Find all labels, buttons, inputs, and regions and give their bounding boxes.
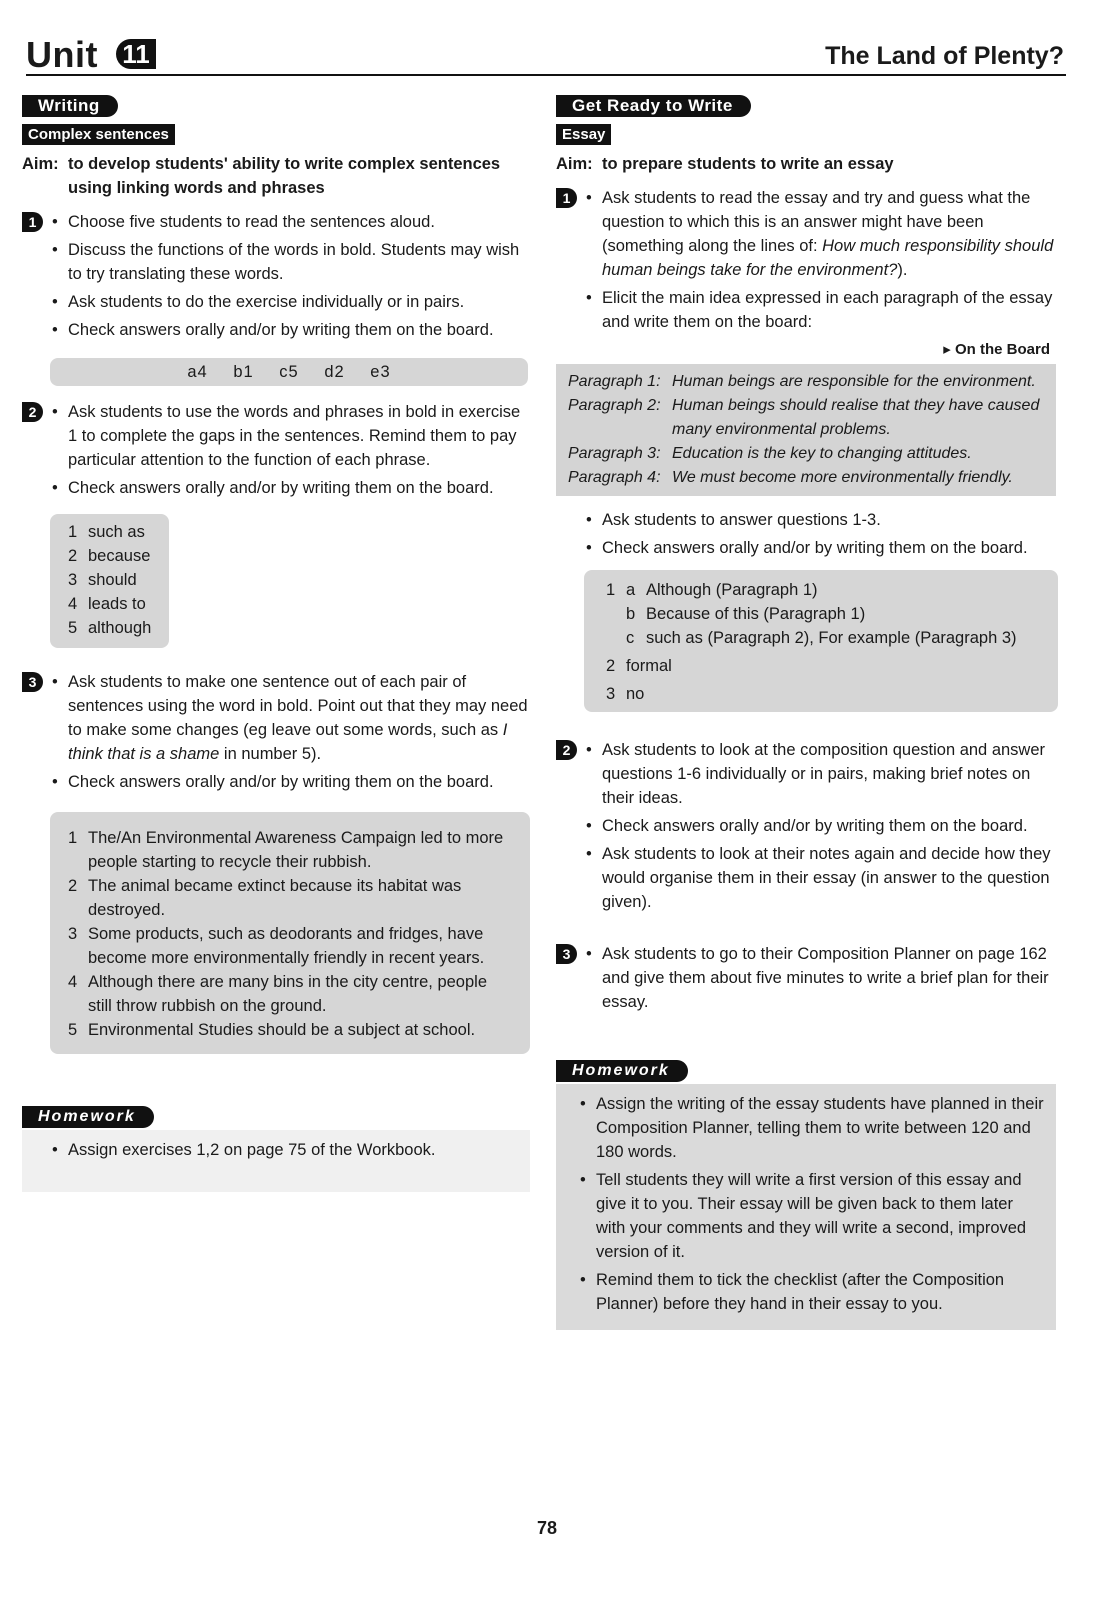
board-row: Paragraph 4: We must become more environmentally friendly. xyxy=(568,469,1013,486)
answer-row: 4 leads to xyxy=(68,595,146,613)
homework-box xyxy=(556,1084,1056,1330)
answer-row: 4 Although there are many bins in the city centre, people still throw rubbish on the ground. xyxy=(68,973,487,1015)
exercise-number-badge: 1 xyxy=(556,188,577,208)
bullet-list xyxy=(22,210,530,342)
bullet-item: • Assign exercises 1,2 on page 75 of the Workbook. xyxy=(52,1138,514,1162)
answer-row: 2 formal xyxy=(606,657,672,675)
bullet-list xyxy=(38,1138,514,1162)
exercise-1-notes xyxy=(22,210,530,342)
aim-label: Aim: xyxy=(22,155,59,173)
exercise-3-notes xyxy=(556,942,1056,1014)
bullet-item: • Check answers orally and/or by writing them on the board. xyxy=(586,814,1056,838)
sub-tag-complex-sentences: Complex sentences xyxy=(22,124,175,145)
board-row: Paragraph 1: Human beings are responsible for the environment. xyxy=(568,373,1036,390)
answer-key-right-exercise-1 xyxy=(584,570,1058,712)
bullet-item: • Check answers orally and/or by writing them on the board. xyxy=(52,318,530,342)
answer-row: 1 such as xyxy=(68,523,145,541)
bullet-item: • Ask students to make one sentence out of each pair of sentences using the word in bold. Point out that they may need to make some changes (eg leave out some words, such as I think that is a shame in number 5). xyxy=(52,670,530,766)
aim-line-1: to develop students' ability to write complex sentences xyxy=(68,155,501,173)
answer-row: 5 although xyxy=(68,619,152,637)
on-the-board-label: ▸ On the Board xyxy=(943,341,1050,358)
answer-row: 1 a Although (Paragraph 1) b Because of this (Paragraph 1) c such as (Paragraph 2), For example (Paragraph 3) xyxy=(606,581,1017,647)
answer-key-exercise-1 xyxy=(50,358,528,386)
homework-box xyxy=(22,1130,530,1192)
unit-number-badge: 11 xyxy=(116,39,156,69)
exercise-2-notes xyxy=(22,400,530,500)
bullet-item: • Ask students to look at their notes again and decide how they would organise them in their essay (in answer to the question given). xyxy=(586,842,1056,914)
section-tag-get-ready: Get Ready to Write xyxy=(556,95,751,117)
italic-example: I think that is a shame xyxy=(68,721,508,763)
bullet-item: • Check answers orally and/or by writing them on the board. xyxy=(52,476,530,500)
answer-row: 3 Some products, such as deodorants and fridges, have become more environmentally friendly in recent years. xyxy=(68,925,485,967)
bullet-item: • Choose five students to read the sentences aloud. xyxy=(52,210,530,234)
right-column xyxy=(556,94,1056,1330)
sub-tag-essay: Essay xyxy=(556,124,611,145)
answer-row: 3 no xyxy=(606,685,645,703)
bullet-list xyxy=(556,186,1056,334)
exercise-number-badge: 3 xyxy=(22,672,43,692)
answer-row: 2 because xyxy=(68,547,151,565)
section-tag-writing: Writing xyxy=(22,95,118,117)
exercise-number-badge: 2 xyxy=(22,402,43,422)
page-number: 78 xyxy=(536,1518,558,1538)
bullet-list xyxy=(556,508,1056,560)
aim-get-ready xyxy=(556,152,1056,176)
aim-line-2: using linking words and phrases xyxy=(68,179,325,197)
answer-row: 2 The animal became extinct because its habitat was destroyed. xyxy=(68,877,462,919)
answer-key-exercise-3 xyxy=(50,812,530,1054)
bullet-list xyxy=(566,1092,1046,1316)
answer-item: b1 xyxy=(233,363,254,381)
bullet-list xyxy=(22,400,530,500)
answer-key-exercise-2 xyxy=(50,514,169,648)
aim-line-1: to prepare students to write an essay xyxy=(602,155,894,173)
bullet-item: • Ask students to look at the composition question and answer questions 1-6 individually or in pairs, making brief notes on their ideas. xyxy=(586,738,1056,810)
answer-row: 5 Environmental Studies should be a subject at school. xyxy=(68,1021,476,1039)
exercise-1-notes xyxy=(556,186,1056,334)
answer-item: c5 xyxy=(279,363,299,381)
arrow-right-icon: ▸ xyxy=(943,341,951,358)
bullet-list xyxy=(556,942,1056,1014)
bullet-item: • Tell students they will write a first version of this essay and give it to you. Their essay will be given back to them later with your comments and they will write a second, improved version of it. xyxy=(580,1168,1046,1264)
aim-label: Aim: xyxy=(556,155,593,173)
exercise-number-badge: 3 xyxy=(556,944,577,964)
exercise-2-notes xyxy=(556,738,1056,914)
bullet-item: • Ask students to go to their Composition Planner on page 162 and give them about five minutes to write a brief plan for their essay. xyxy=(586,942,1056,1014)
italic-question: How much responsibility should human beings take for the environment? xyxy=(602,237,1054,279)
on-the-board-box xyxy=(556,364,1056,496)
aim-writing xyxy=(22,152,530,200)
bullet-item: • Ask students to do the exercise individually or in pairs. xyxy=(52,290,530,314)
page-header xyxy=(26,30,1066,76)
bullet-item: • Remind them to tick the checklist (after the Composition Planner) before they hand in their essay to you. xyxy=(580,1268,1046,1316)
bullet-item: • Check answers orally and/or by writing them on the board. xyxy=(52,770,530,794)
left-column xyxy=(22,94,530,1192)
answer-item: a4 xyxy=(187,363,208,381)
exercise-3-notes xyxy=(22,670,530,794)
unit-title: The Land of Plenty? xyxy=(825,42,1064,70)
bullet-item: • Discuss the functions of the words in bold. Students may wish to try translating these words. xyxy=(52,238,530,286)
board-row: Paragraph 3: Education is the key to changing attitudes. xyxy=(568,445,972,462)
answer-item: d2 xyxy=(324,363,345,381)
homework-tag: Homework xyxy=(22,1106,154,1128)
answer-item: e3 xyxy=(370,363,391,381)
exercise-number-badge: 2 xyxy=(556,740,577,760)
bullet-item: • Ask students to use the words and phrases in bold in exercise 1 to complete the gaps in the sentences. Remind them to pay particular attention to the function of each phrase. xyxy=(52,400,530,472)
bullet-list xyxy=(22,670,530,794)
bullet-item: • Assign the writing of the essay students have planned in their Composition Planner, telling them to write between 120 and 180 words. xyxy=(580,1092,1046,1164)
bullet-list xyxy=(556,738,1056,914)
answer-row: 1 The/An Environmental Awareness Campaign led to more people starting to recycle their rubbish. xyxy=(68,829,504,871)
bullet-item: • Check answers orally and/or by writing them on the board. xyxy=(586,536,1056,560)
board-row: Paragraph 2: Human beings should realise that they have caused many environmental problems. xyxy=(568,397,1040,438)
answer-row: 3 should xyxy=(68,571,137,589)
bullet-item: • Elicit the main idea expressed in each paragraph of the essay and write them on the board: xyxy=(586,286,1056,334)
bullet-item: • Ask students to answer questions 1-3. xyxy=(586,508,1056,532)
bullet-item: • Ask students to read the essay and try and guess what the question to which this is an answer might have been (something along the lines of: How much responsibility should human beings take for the environment?). xyxy=(586,186,1056,282)
exercise-number-badge: 1 xyxy=(22,212,43,232)
homework-tag: Homework xyxy=(556,1060,688,1082)
unit-label: Unit xyxy=(26,34,98,75)
